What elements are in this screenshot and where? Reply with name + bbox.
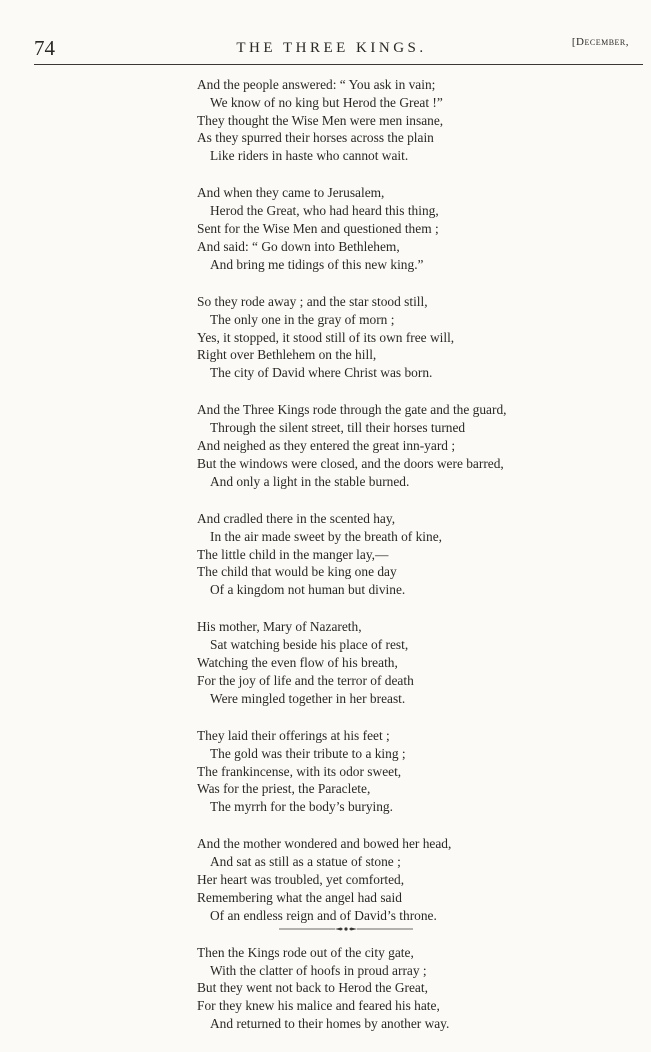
poem-line: The little child in the manger lay,— [197,546,389,562]
poem-line: Were mingled together in her breast. [210,690,406,706]
poem-line: Sent for the Wise Men and questioned them ; [197,221,439,237]
page-header [34,34,629,62]
poem-line: And the Three Kings rode through the gate and the guard, [197,402,507,418]
poem-line: And cradled there in the scented hay, [197,510,396,526]
poem-line: With the clatter of hoofs in proud array ; [210,962,427,978]
poem-line: The frankincense, with its odor sweet, [197,763,402,779]
header-rule [34,64,643,65]
poem-line: Yes, it stopped, it stood still of its own free will, [197,329,455,345]
poem-line: Watching the even flow of his breath, [197,655,398,671]
poem-line: Of an endless reign and of David’s throne. [210,907,437,923]
poem-line: Herod the Great, who had heard this thing, [210,203,439,219]
poem-line: Like riders in haste who cannot wait. [210,148,409,164]
poem-line: Of a kingdom not human but divine. [210,582,406,598]
poem-line: And only a light in the stable burned. [210,473,410,489]
poem-line: And sat as still as a statue of stone ; [210,854,401,870]
poem-line: And the people answered: “ You ask in vain; [197,77,436,92]
poem-line: The city of David where Christ was born. [210,365,433,381]
stanza [197,618,617,707]
stanza [197,944,617,1033]
poem-line: The myrrh for the body’s burying. [210,799,393,815]
stanza [197,727,617,816]
poem-line: But the windows were closed, and the doors were barred, [197,455,504,471]
running-title: THE THREE KINGS. [236,40,427,56]
poem-line: For they knew his malice and feared his hate, [197,998,440,1014]
poem-line: We know of no king but Herod the Great !” [210,94,443,110]
poem-line: But they went not back to Herod the Great, [197,980,428,996]
poem-line: As they spurred their horses across the plain [197,130,434,146]
stanza [197,184,617,273]
poem-line: The child that would be king one day [197,564,397,580]
poem-line: And neighed as they entered the great inn-yard ; [197,438,456,454]
stanza [197,835,617,924]
end-ornament [279,924,413,934]
poem-line: The only one in the gray of morn ; [210,311,395,327]
poem-body [197,76,617,1052]
poem-line: And returned to their homes by another way. [210,1016,450,1032]
poem-line: Through the silent street, till their horses turned [210,420,466,436]
poem-line: So they rode away ; and the star stood still, [197,293,428,309]
poem-line: The gold was their tribute to a king ; [210,745,406,761]
poem-line: In the air made sweet by the breath of kine, [210,528,443,544]
poem-line: Sat watching beside his place of rest, [210,637,409,653]
page-number: 74 [34,36,55,60]
poem-line: Was for the priest, the Paraclete, [197,781,371,797]
stanza [197,76,617,165]
poem-line: His mother, Mary of Nazareth, [197,619,362,635]
poem-line: Then the Kings rode out of the city gate, [197,944,414,960]
ornament-rule-icon [279,924,413,934]
poem-line: For the joy of life and the terror of death [197,672,414,688]
poem-line: They thought the Wise Men were men insane, [197,112,444,128]
stanza [197,293,617,382]
stanza [197,401,617,490]
poem-line: Her heart was troubled, yet comforted, [197,871,405,887]
poem-line: Right over Bethlehem on the hill, [197,347,377,363]
stanza [197,510,617,599]
poem-line: And when they came to Jerusalem, [197,185,385,201]
poem-line: And said: “ Go down into Bethlehem, [197,238,400,254]
poem-line: And bring me tidings of this new king.” [210,256,424,272]
header-month: [December, [571,36,629,48]
poem-line: They laid their offerings at his feet ; [197,727,390,743]
poem-line: Remembering what the angel had said [197,889,402,905]
poem-line: And the mother wondered and bowed her head, [197,836,452,852]
